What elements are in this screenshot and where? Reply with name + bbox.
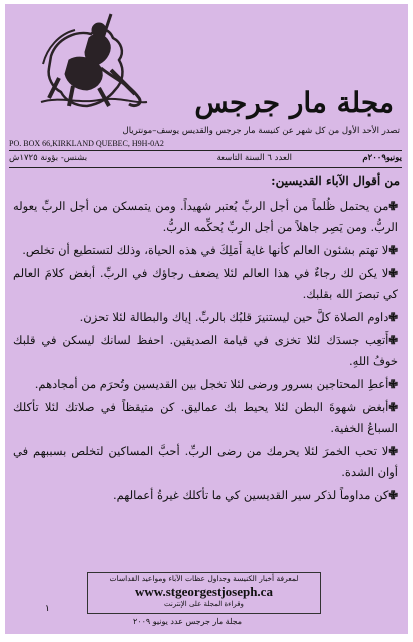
saying-paragraph: ✙أَتعِب جسدَك لئلا تخزى في قيامة الصديقين. احفظ لسانك ليسكن في قلبك خوفُ اللهِ.	[13, 333, 398, 368]
cross-icon: ✙	[388, 400, 398, 414]
saying-paragraph: ✙من يحتمل ظُلماً من أجل الربِّ يُعتبر شهيداً. ومن يتمسكن من أجل الربِّ يعوله الربُّ. ومن يَصِر جاهلاً من أجل الربِّ يُحكِّمه الربُّ.	[13, 199, 398, 234]
page-number: ١	[45, 604, 50, 614]
cross-icon: ✙	[388, 199, 398, 213]
issue-info-bar	[9, 152, 402, 166]
cross-icon: ✙	[388, 333, 398, 347]
saying-paragraph: ✙لا يكن لك رجاءٌ في هذا العالم لئلا يضعف رجاؤك في الربِّ. أبغض كلامَ العالم كي تبصرَ الله بقلبك.	[13, 266, 398, 301]
cross-icon: ✙	[388, 444, 398, 458]
magazine-subtitle: تصدر الأحد الأول من كل شهر عن كنيسة مار جرجس والقديس يوسف–مونتريال	[122, 126, 400, 136]
footer-text: مجلة مار جرجس عدد يونيو ٢٠٠٩	[133, 617, 243, 626]
issue-date: يونيو٢٠٠٩م	[362, 153, 402, 163]
cross-icon: ✙	[388, 310, 398, 324]
article-body	[13, 196, 398, 508]
coptic-date: بشنس- بؤونة ١٧٢٥ش	[9, 153, 88, 163]
website-link[interactable]: www.stgeorgestjoseph.ca	[135, 584, 273, 599]
website-box-caption-2: وقراءة المجلة على الإنترنت	[164, 600, 244, 608]
website-box-caption: لمعرفة أخبار الكنيسة وجداول عظات الآباء ومواعيد القداسات	[109, 574, 299, 583]
cross-icon: ✙	[388, 243, 398, 257]
newsletter-page	[5, 4, 408, 634]
saying-paragraph: ✙أبغض شهوةَ البطن لئلا يحيط بك عماليق. كن متيقظاً في صلاتك لئلا تأكلك السباعُ الخفية.	[13, 400, 398, 435]
issue-number: العدد ٦ السنة التاسعة	[216, 153, 292, 163]
cross-icon: ✙	[388, 377, 398, 391]
magazine-title: مجلة مار جرجس	[194, 86, 394, 119]
divider	[9, 167, 402, 168]
saying-paragraph: ✙لا تهتم بشئون العالم كأنها غاية أَمَلِكَ في هذه الحياة، وذلك لتستطيع أن تخلص.	[22, 243, 398, 257]
website-box	[87, 572, 321, 614]
article-heading: من أقوال الآباء القديسين:	[271, 174, 400, 188]
saying-paragraph: ✙لا تحب الخمرَ لئلا يحرمك من رضى الربِّ. أحبَّ المساكين لتخلص بسببهم في أوان الشدة.	[13, 444, 398, 479]
saying-paragraph: ✙كن مداوماً لذكر سير القديسين كي ما تأكلك غيرةُ أعمالهم.	[112, 488, 398, 502]
mailing-address: PO. BOX 66,KIRKLAND QUEBEC, H9H-0A2	[9, 139, 164, 148]
cross-icon: ✙	[388, 266, 398, 280]
saying-paragraph: ✙داوم الصلاة كلَّ حين ليستنيرَ قلبُك بالربِّ. إياك والبطالة لئلا تحزن.	[79, 310, 398, 324]
saying-paragraph: ✙أعطِ المحتاجين بسرور ورضى لئلا تخجل بين القديسين وتُحرَم من أمجادهم.	[34, 377, 398, 391]
saint-george-illustration	[39, 8, 149, 110]
divider	[9, 150, 402, 151]
cross-icon: ✙	[388, 488, 398, 502]
